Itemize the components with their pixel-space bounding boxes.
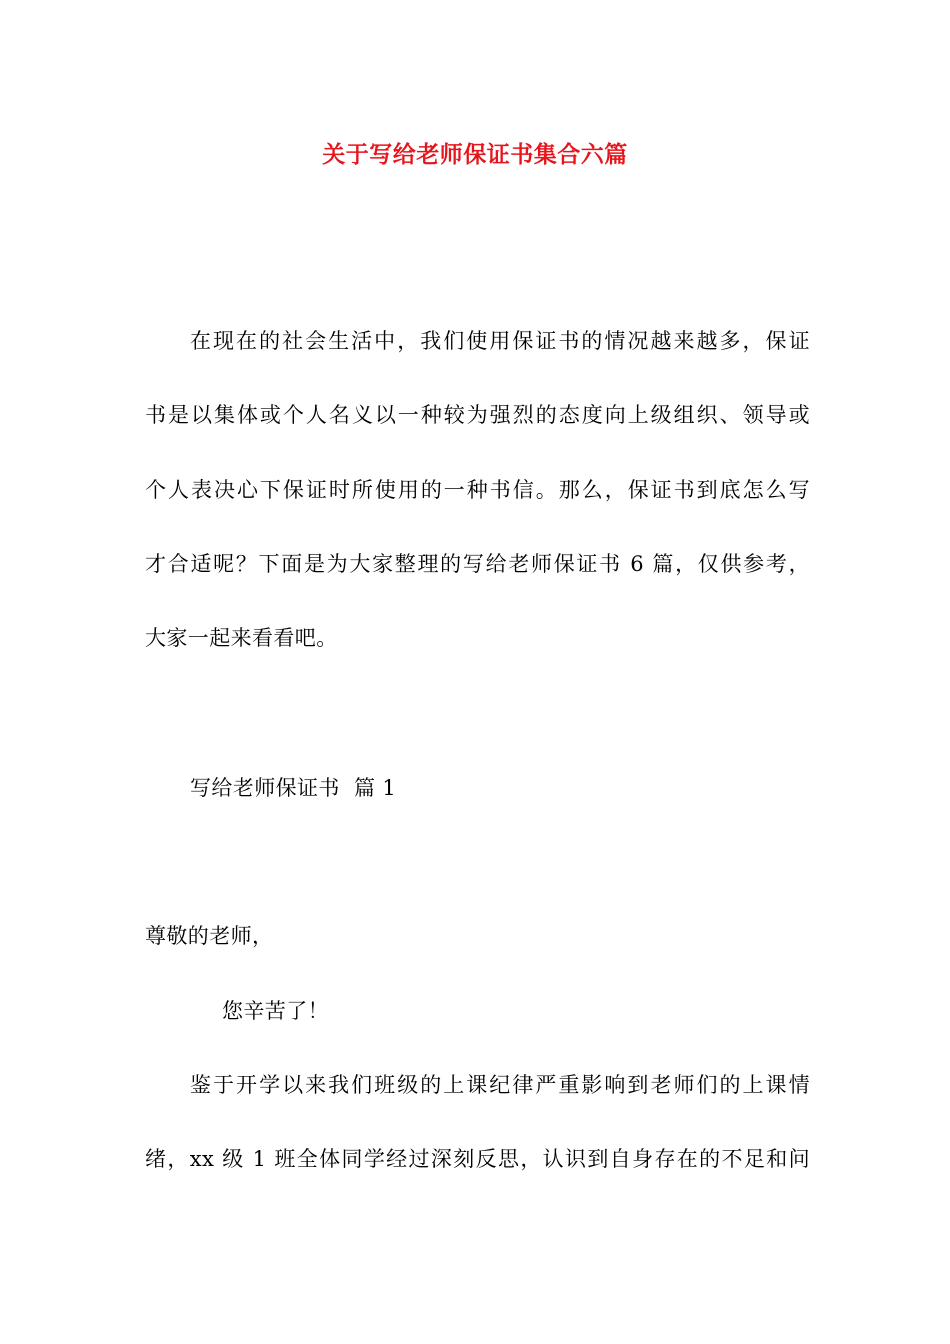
section-heading: 写给老师保证书 篇 1 <box>190 776 397 800</box>
intro-line-5: 大家一起来看看吧。 <box>145 626 338 650</box>
body-line-2: 绪，xx 级 1 班全体同学经过深刻反思，认识到自身存在的不足和问 <box>145 1147 810 1171</box>
salutation: 尊敬的老师， <box>145 924 274 948</box>
body-line-1: 鉴于开学以来我们班级的上课纪律严重影响到老师们的上课情 <box>190 1073 810 1097</box>
intro-line-4: 才合适呢？下面是为大家整理的写给老师保证书 6 篇，仅供参考， <box>145 552 810 576</box>
document-title: 关于写给老师保证书集合六篇 <box>322 141 628 168</box>
intro-line-1: 在现在的社会生活中，我们使用保证书的情况越来越多，保证 <box>190 329 810 353</box>
intro-line-3: 个人表决心下保证时所使用的一种书信。那么，保证书到底怎么写 <box>145 478 810 502</box>
intro-line-2: 书是以集体或个人名义以一种较为强烈的态度向上级组织、领导或 <box>145 403 810 427</box>
greeting: 您辛苦了！ <box>222 999 329 1023</box>
